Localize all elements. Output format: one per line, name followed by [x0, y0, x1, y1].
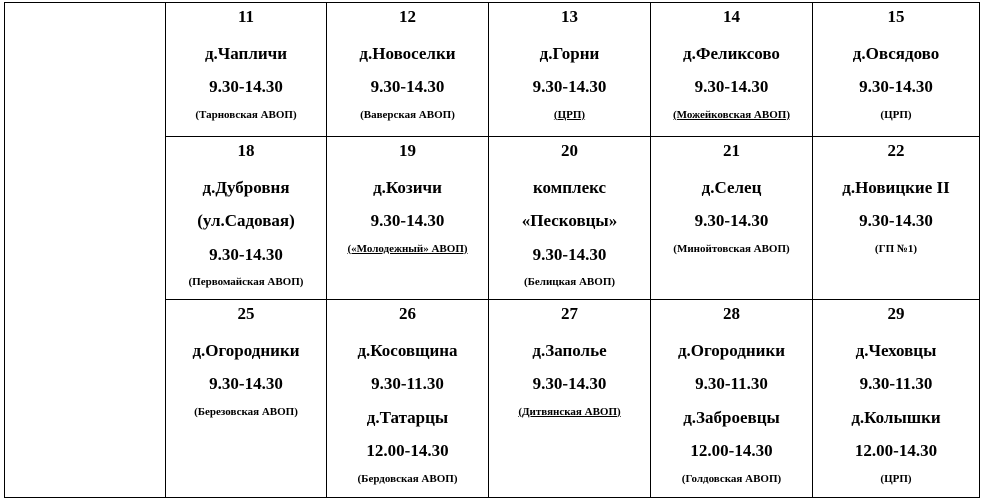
location-name: д.Феликсово [683, 43, 780, 63]
time-range: 9.30-14.30 [694, 211, 769, 230]
day-number: 15 [887, 7, 905, 26]
schedule-row [5, 3, 980, 137]
clinic-name: (ЦРП) [553, 108, 586, 121]
schedule-cell [489, 300, 651, 498]
location-name: д.Огородники [192, 340, 300, 360]
location-name: д.Овсядово [852, 43, 940, 63]
day-number: 22 [887, 141, 905, 160]
time-range: 12.00-14.30 [366, 441, 449, 460]
location-name: д.Новицкие II [842, 177, 950, 197]
day-number: 19 [399, 141, 416, 160]
time-range: 9.30-14.30 [209, 77, 283, 96]
schedule-cell [651, 137, 813, 300]
clinic-name: (Голдовская АВОП) [681, 472, 782, 485]
location-name: д.Заполье [532, 340, 607, 360]
time-range: 9.30-14.30 [532, 77, 607, 96]
location-name: д.Козичи [373, 177, 442, 197]
time-range: 9.30-11.30 [371, 374, 444, 393]
clinic-name: (Белицкая АВОП) [523, 276, 616, 288]
day-number: 14 [723, 7, 740, 26]
day-number: 26 [399, 304, 416, 323]
time-range: «Песковцы» [521, 211, 618, 230]
time-range: 9.30-14.30 [532, 374, 607, 393]
time-range: 12.00-14.30 [854, 441, 938, 460]
location-name: д.Новоселки [359, 43, 456, 63]
day-number: 28 [723, 304, 740, 323]
schedule-cell [327, 137, 489, 300]
schedule-cell [327, 300, 489, 498]
day-number: 12 [399, 7, 416, 26]
day-number: 11 [237, 7, 255, 26]
schedule-cell [489, 137, 651, 300]
clinic-name: (ЦРП) [880, 108, 912, 121]
clinic-name: (Бердовская АВОП) [357, 472, 458, 485]
day-number: 13 [561, 7, 578, 26]
time-range: 9.30-14.30 [370, 211, 445, 230]
location-name: д.Колышки [851, 407, 941, 427]
location-name: д.Дубровня [202, 177, 290, 197]
time-range: 12.00-14.30 [690, 441, 773, 460]
schedule-body [5, 3, 980, 498]
clinic-name: («Молодежный» АВОП) [347, 242, 468, 255]
schedule-cell [166, 137, 327, 300]
day-number: 20 [561, 141, 578, 160]
day-number: 21 [723, 141, 740, 160]
clinic-name: (Можейковская АВОП) [673, 108, 790, 121]
clinic-name: (Первомайская АВОП) [188, 276, 304, 288]
location-name: д.Чеховцы [855, 340, 937, 360]
time-range: 9.30-14.30 [370, 77, 445, 96]
time-range: 9.30-14.30 [694, 77, 769, 96]
location-name: д.Татарцы [366, 407, 449, 427]
schedule-table [4, 2, 980, 498]
schedule-cell [327, 3, 489, 137]
clinic-name: (Тарновская АВОП) [195, 108, 297, 121]
day-number: 25 [237, 304, 255, 323]
location-name: 9.30-14.30 [209, 244, 283, 264]
time-range: (ул.Садовая) [197, 211, 295, 230]
schedule-cell [813, 300, 980, 498]
time-range: 9.30-11.30 [859, 374, 933, 393]
schedule-cell [166, 3, 327, 137]
empty-left-column [5, 3, 166, 498]
time-range: 9.30-11.30 [695, 374, 768, 393]
clinic-name: (Минойтовская АВОП) [673, 242, 790, 255]
location-name: д.Горни [539, 43, 600, 63]
time-range: 9.30-14.30 [859, 77, 933, 96]
clinic-name: (ЦРП) [880, 472, 912, 485]
location-name: д.Косовщина [357, 340, 458, 360]
day-number: 27 [561, 304, 578, 323]
schedule-cell [813, 137, 980, 300]
schedule-cell [166, 300, 327, 498]
schedule-cell [489, 3, 651, 137]
time-range: 9.30-14.30 [209, 374, 283, 393]
clinic-name: (Дитвянская АВОП) [518, 405, 621, 418]
location-name: д.Чапличи [204, 43, 288, 63]
clinic-name: (Березовская АВОП) [194, 405, 298, 418]
location-name: д.Селец [701, 177, 762, 197]
day-number: 18 [237, 141, 255, 160]
schedule-cell [651, 300, 813, 498]
location-name: д.Заброевцы [683, 407, 780, 427]
time-range: 9.30-14.30 [859, 211, 933, 230]
clinic-name: (ГП №1) [874, 242, 918, 255]
location-name: 9.30-14.30 [532, 244, 607, 264]
location-name: д.Огородники [677, 340, 786, 360]
day-number: 29 [887, 304, 905, 323]
clinic-name: (Ваверская АВОП) [360, 108, 455, 121]
location-name: комплекс [532, 177, 607, 197]
schedule-cell [651, 3, 813, 137]
schedule-cell [813, 3, 980, 137]
